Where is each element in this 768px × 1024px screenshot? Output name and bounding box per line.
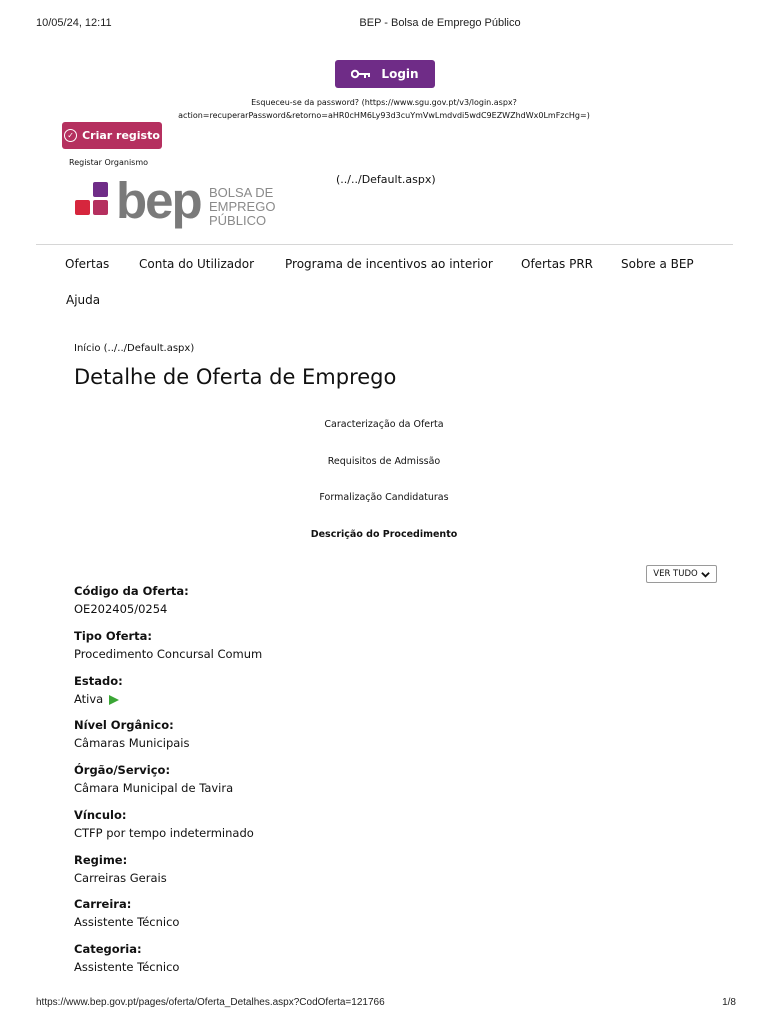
nav-item-programa-incentivos[interactable]: Programa de incentivos ao interior — [285, 257, 493, 271]
view-all-label: VER TUDO — [653, 569, 698, 579]
detail-label: Categoria: — [74, 942, 142, 956]
logo-square-purple — [93, 182, 108, 197]
detail-field-nivel-organico — [74, 718, 190, 751]
detail-value: Assistente Técnico — [74, 915, 180, 929]
nav-item-ofertas-prr[interactable]: Ofertas PRR — [521, 257, 594, 271]
print-page-number: 1/8 — [722, 997, 736, 1008]
detail-field-regime — [74, 853, 167, 886]
create-account-button[interactable] — [62, 122, 162, 149]
logo-wordmark: bep — [116, 172, 201, 229]
register-organism-link[interactable]: Registar Organismo — [69, 158, 149, 167]
detail-label: Regime: — [74, 853, 128, 867]
detail-field-carreira — [74, 897, 179, 930]
bep-logo[interactable] — [73, 172, 335, 229]
detail-field-codigo-oferta — [74, 584, 189, 617]
section-tab-caracterizacao[interactable]: Caracterização da Oferta — [324, 419, 444, 430]
create-account-label: Criar registo — [82, 129, 160, 142]
nav-item-sobre-bep[interactable]: Sobre a BEP — [621, 257, 694, 271]
nav-item-conta-utilizador[interactable]: Conta do Utilizador — [139, 257, 255, 271]
detail-label: Vínculo: — [74, 808, 127, 822]
logo-subtitle-line-1: BOLSA DE — [209, 185, 274, 200]
print-title: BEP - Bolsa de Emprego Público — [359, 17, 521, 29]
detail-field-orgao-servico — [74, 763, 233, 796]
detail-value: Ativa — [74, 692, 104, 706]
print-date: 10/05/24, 12:11 — [36, 17, 112, 29]
detail-value: Câmara Municipal de Tavira — [74, 781, 234, 795]
detail-field-estado — [74, 674, 123, 707]
detail-field-tipo-oferta — [74, 629, 262, 662]
detail-field-vinculo — [74, 808, 254, 841]
detail-field-categoria — [74, 942, 179, 975]
view-all-button[interactable] — [646, 565, 717, 583]
logo-subtitle-line-2: EMPREGO PÚBLICO — [209, 199, 276, 228]
detail-value: Assistente Técnico — [74, 960, 180, 974]
detail-value: Procedimento Concursal Comum — [74, 647, 263, 661]
home-link-text[interactable]: (../../Default.aspx) — [336, 173, 436, 186]
login-button[interactable] — [335, 60, 435, 88]
chevron-down-icon — [701, 571, 710, 578]
check-circle-icon: ✓ — [64, 129, 77, 142]
login-label: Login — [381, 67, 419, 81]
header-divider — [36, 244, 733, 245]
logo-square-magenta — [93, 200, 108, 215]
section-tab-formalizacao[interactable]: Formalização Candidaturas — [319, 492, 449, 503]
detail-label: Tipo Oferta: — [74, 629, 153, 643]
detail-label: Carreira: — [74, 897, 132, 911]
logo-square-red-left — [75, 200, 90, 215]
section-tab-descricao[interactable]: Descrição do Procedimento — [310, 529, 458, 540]
detail-value: CTFP por tempo indeterminado — [74, 826, 254, 840]
breadcrumb[interactable]: Início (../../Default.aspx) — [74, 343, 195, 354]
status-active-icon — [108, 694, 120, 706]
detail-value: Câmaras Municipais — [74, 736, 190, 750]
print-url: https://www.bep.gov.pt/pages/oferta/Oferta_Detalhes.aspx?CodOferta=121766 — [36, 997, 385, 1008]
detail-label: Estado: — [74, 674, 123, 688]
detail-label: Órgão/Serviço: — [74, 763, 171, 777]
key-icon — [351, 69, 371, 79]
detail-value: OE202405/0254 — [74, 602, 168, 616]
nav-item-ajuda[interactable]: Ajuda — [66, 293, 101, 307]
section-tab-requisitos[interactable]: Requisitos de Admissão — [327, 456, 441, 467]
detail-value: Carreiras Gerais — [74, 871, 167, 885]
logo-subtitle — [209, 186, 335, 228]
page-title: Detalhe de Oferta de Emprego — [74, 365, 397, 389]
forgot-password-line-1: Esqueceu-se da password? (https://www.sgu.gov.pt/v3/login.aspx? — [251, 98, 517, 107]
detail-label: Nível Orgânico: — [74, 718, 174, 732]
forgot-password-line-2: action=recuperarPassword&retorno=aHR0cHM6Ly93d3cuYmVwLmdvdi5wdC9EZWZhdWx0LmFzcHg=) — [178, 111, 590, 120]
nav-item-ofertas[interactable]: Ofertas — [65, 257, 110, 271]
detail-label: Código da Oferta: — [74, 584, 189, 598]
forgot-password-link[interactable] — [150, 96, 618, 122]
